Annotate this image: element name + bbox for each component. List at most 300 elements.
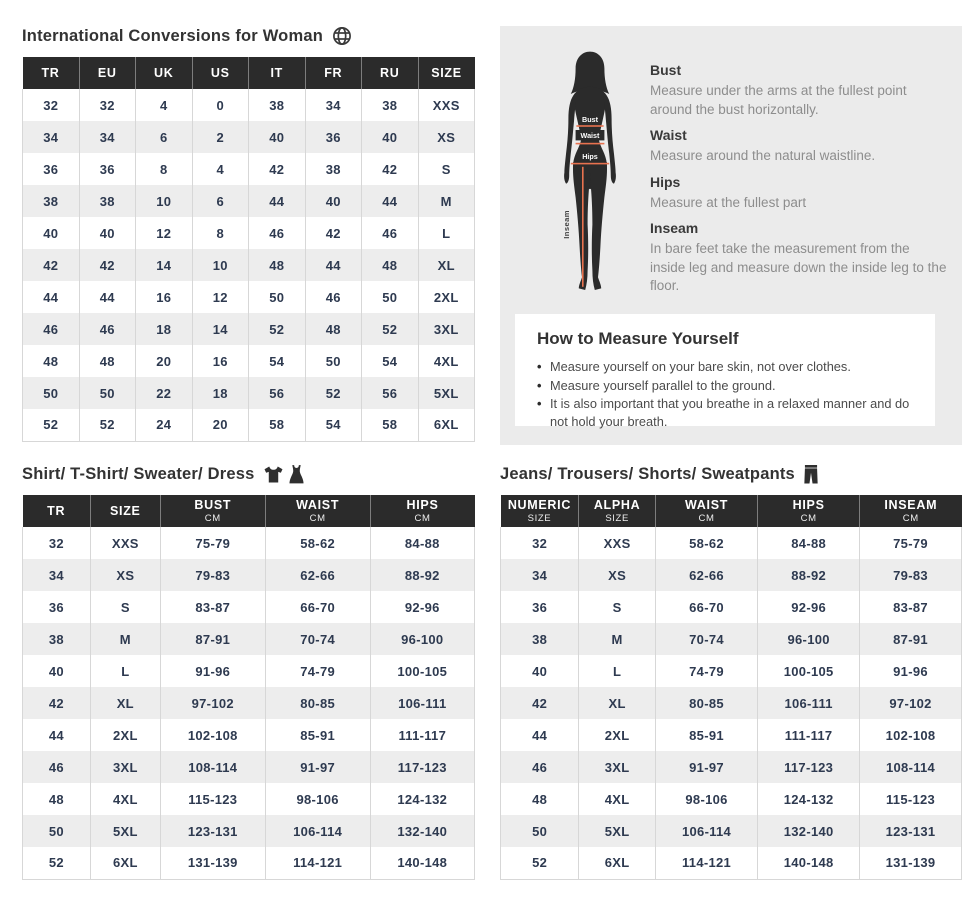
table-cell: 5XL bbox=[90, 815, 160, 847]
column-header: BUST CM bbox=[160, 495, 265, 527]
table-cell: 52 bbox=[23, 409, 80, 441]
definition-term: Bust bbox=[650, 62, 682, 78]
shirt-sizes-section bbox=[22, 464, 475, 880]
table-cell: 44 bbox=[79, 281, 136, 313]
table-cell: 52 bbox=[362, 313, 419, 345]
table-cell: 79-83 bbox=[160, 559, 265, 591]
table-row bbox=[23, 655, 475, 687]
table-cell: 52 bbox=[23, 847, 91, 879]
table-cell: XL bbox=[418, 249, 475, 281]
table-cell: 96-100 bbox=[758, 623, 860, 655]
definition-term: Inseam bbox=[650, 220, 699, 236]
table-cell: 131-139 bbox=[160, 847, 265, 879]
table-cell: 44 bbox=[362, 185, 419, 217]
table-cell: 96-100 bbox=[370, 623, 474, 655]
table-row bbox=[23, 623, 475, 655]
definition-text: Measure under the arms at the fullest point around the bust horizontally. bbox=[650, 83, 907, 117]
table-cell: 36 bbox=[79, 153, 136, 185]
how-to-measure-tip: • Measure yourself parallel to the ground. bbox=[537, 377, 913, 395]
international-conversions-table bbox=[22, 57, 475, 442]
dress-icon bbox=[289, 465, 304, 484]
tshirt-icon bbox=[264, 466, 283, 483]
table-cell: 48 bbox=[23, 783, 91, 815]
table-cell: 56 bbox=[362, 377, 419, 409]
column-header: HIPS CM bbox=[370, 495, 474, 527]
table-cell: 50 bbox=[501, 815, 579, 847]
international-conversions-section bbox=[22, 26, 475, 442]
table-cell: S bbox=[579, 591, 656, 623]
table-cell: 50 bbox=[79, 377, 136, 409]
how-to-measure-tip: • It is also important that you breathe in a relaxed manner and do not hold your breath. bbox=[537, 395, 913, 430]
table-cell: 32 bbox=[23, 527, 91, 559]
table-cell: 48 bbox=[305, 313, 362, 345]
table-row bbox=[501, 783, 962, 815]
table-cell: 48 bbox=[501, 783, 579, 815]
table-cell: 46 bbox=[23, 751, 91, 783]
table-cell: 124-132 bbox=[370, 783, 474, 815]
layout-grid bbox=[22, 26, 962, 880]
table-row bbox=[501, 687, 962, 719]
silhouette-left-leg bbox=[573, 162, 590, 290]
table-cell: 52 bbox=[501, 847, 579, 879]
table-cell: 48 bbox=[23, 345, 80, 377]
figure-inseam-label: Inseam bbox=[562, 210, 572, 239]
table-cell: 42 bbox=[249, 153, 306, 185]
figure-hips-label: Hips bbox=[582, 151, 598, 161]
table-cell: 36 bbox=[23, 591, 91, 623]
table-cell: 91-97 bbox=[265, 751, 370, 783]
table-cell: 40 bbox=[305, 185, 362, 217]
table-cell: 97-102 bbox=[160, 687, 265, 719]
table-cell: 20 bbox=[192, 409, 249, 441]
table-cell: 14 bbox=[136, 249, 193, 281]
globe-icon bbox=[332, 26, 352, 46]
table-cell: 124-132 bbox=[758, 783, 860, 815]
table-cell: 131-139 bbox=[860, 847, 962, 879]
table-cell: 44 bbox=[305, 249, 362, 281]
table-cell: 48 bbox=[249, 249, 306, 281]
table-cell: 100-105 bbox=[758, 655, 860, 687]
table-cell: 32 bbox=[79, 89, 136, 121]
table-cell: S bbox=[418, 153, 475, 185]
table-row bbox=[23, 281, 475, 313]
jeans-title-text: Jeans/ Trousers/ Shorts/ Sweatpants bbox=[500, 465, 795, 483]
table-cell: M bbox=[90, 623, 160, 655]
table-cell: 12 bbox=[136, 217, 193, 249]
table-row bbox=[23, 345, 475, 377]
table-cell: 84-88 bbox=[370, 527, 474, 559]
table-row bbox=[23, 121, 475, 153]
table-cell: XS bbox=[90, 559, 160, 591]
table-cell: 62-66 bbox=[655, 559, 757, 591]
silhouette-right-leg bbox=[590, 162, 607, 290]
table-cell: 54 bbox=[249, 345, 306, 377]
table-cell: 48 bbox=[362, 249, 419, 281]
table-cell: 38 bbox=[79, 185, 136, 217]
table-row bbox=[501, 655, 962, 687]
definition-bust bbox=[650, 62, 948, 119]
definition-waist bbox=[650, 127, 948, 166]
column-header: WAIST CM bbox=[265, 495, 370, 527]
table-cell: 108-114 bbox=[860, 751, 962, 783]
table-cell: 40 bbox=[23, 217, 80, 249]
table-cell: 2XL bbox=[418, 281, 475, 313]
pants-icon bbox=[804, 465, 818, 484]
measurement-definitions bbox=[650, 62, 948, 304]
header-row bbox=[501, 495, 962, 527]
definition-hips bbox=[650, 174, 948, 213]
table-cell: 2 bbox=[192, 121, 249, 153]
shirt-section-title bbox=[22, 464, 475, 484]
table-head bbox=[23, 57, 475, 89]
table-cell: 91-97 bbox=[655, 751, 757, 783]
table-cell: 4 bbox=[192, 153, 249, 185]
table-cell: 38 bbox=[362, 89, 419, 121]
table-cell: 34 bbox=[23, 121, 80, 153]
table-row bbox=[23, 89, 475, 121]
woman-silhouette-graphic bbox=[546, 50, 634, 298]
international-section-title bbox=[22, 26, 475, 46]
table-cell: 42 bbox=[23, 249, 80, 281]
header-row bbox=[23, 495, 475, 527]
table-row bbox=[501, 719, 962, 751]
table-cell: 123-131 bbox=[160, 815, 265, 847]
table-cell: 5XL bbox=[579, 815, 656, 847]
figure-waist-label: Waist bbox=[580, 131, 600, 140]
table-cell: 34 bbox=[79, 121, 136, 153]
table-cell: 42 bbox=[362, 153, 419, 185]
table-cell: 140-148 bbox=[370, 847, 474, 879]
table-cell: 50 bbox=[23, 815, 91, 847]
table-cell: 38 bbox=[249, 89, 306, 121]
table-cell: 66-70 bbox=[265, 591, 370, 623]
table-cell: 106-111 bbox=[758, 687, 860, 719]
table-cell: 38 bbox=[23, 185, 80, 217]
table-cell: 46 bbox=[23, 313, 80, 345]
how-to-measure-title: How to Measure Yourself bbox=[537, 329, 739, 348]
table-cell: 106-114 bbox=[265, 815, 370, 847]
table-cell: 24 bbox=[136, 409, 193, 441]
table-cell: XXS bbox=[90, 527, 160, 559]
table-cell: 54 bbox=[305, 409, 362, 441]
table-row bbox=[23, 751, 475, 783]
table-cell: 58 bbox=[362, 409, 419, 441]
table-row bbox=[23, 185, 475, 217]
jeans-sizes-section bbox=[500, 464, 962, 880]
jeans-section-title bbox=[500, 464, 962, 484]
table-cell: 50 bbox=[23, 377, 80, 409]
table-row bbox=[501, 815, 962, 847]
table-cell: 87-91 bbox=[860, 623, 962, 655]
table-row bbox=[23, 687, 475, 719]
column-header: SIZE bbox=[418, 57, 475, 89]
table-cell: 115-123 bbox=[160, 783, 265, 815]
table-cell: 22 bbox=[136, 377, 193, 409]
table-cell: 4XL bbox=[418, 345, 475, 377]
header-row bbox=[23, 57, 475, 89]
jeans-sizes-table bbox=[500, 495, 962, 880]
table-cell: 88-92 bbox=[370, 559, 474, 591]
table-cell: 40 bbox=[249, 121, 306, 153]
table-row bbox=[23, 815, 475, 847]
table-cell: 132-140 bbox=[370, 815, 474, 847]
table-row bbox=[501, 751, 962, 783]
table-cell: 123-131 bbox=[860, 815, 962, 847]
table-cell: 44 bbox=[501, 719, 579, 751]
table-cell: 44 bbox=[23, 281, 80, 313]
table-cell: 4 bbox=[136, 89, 193, 121]
table-cell: 98-106 bbox=[265, 783, 370, 815]
body-measurement-figure bbox=[546, 50, 634, 298]
table-cell: 46 bbox=[79, 313, 136, 345]
table-cell: 58-62 bbox=[265, 527, 370, 559]
table-cell: 42 bbox=[501, 687, 579, 719]
how-to-measure-tip: • Measure yourself on your bare skin, not over clothes. bbox=[537, 358, 913, 376]
bust-measure-line bbox=[576, 125, 603, 127]
table-row bbox=[23, 313, 475, 345]
table-cell: 88-92 bbox=[758, 559, 860, 591]
table-cell: 50 bbox=[305, 345, 362, 377]
definition-term: Waist bbox=[650, 127, 687, 143]
table-cell: 8 bbox=[192, 217, 249, 249]
table-cell: 36 bbox=[23, 153, 80, 185]
table-cell: 42 bbox=[305, 217, 362, 249]
table-cell: 97-102 bbox=[860, 687, 962, 719]
table-cell: 5XL bbox=[418, 377, 475, 409]
table-cell: 98-106 bbox=[655, 783, 757, 815]
table-cell: 18 bbox=[192, 377, 249, 409]
table-cell: 85-91 bbox=[655, 719, 757, 751]
table-cell: 40 bbox=[23, 655, 91, 687]
table-cell: 32 bbox=[501, 527, 579, 559]
table-cell: 106-111 bbox=[370, 687, 474, 719]
table-cell: 44 bbox=[249, 185, 306, 217]
table-cell: 40 bbox=[362, 121, 419, 153]
table-row bbox=[501, 847, 962, 879]
table-cell: S bbox=[90, 591, 160, 623]
table-cell: 117-123 bbox=[370, 751, 474, 783]
table-cell: L bbox=[418, 217, 475, 249]
table-cell: 46 bbox=[501, 751, 579, 783]
table-cell: 75-79 bbox=[860, 527, 962, 559]
table-cell: 56 bbox=[249, 377, 306, 409]
table-row bbox=[501, 527, 962, 559]
table-cell: 84-88 bbox=[758, 527, 860, 559]
table-cell: 92-96 bbox=[370, 591, 474, 623]
table-cell: 100-105 bbox=[370, 655, 474, 687]
table-cell: L bbox=[579, 655, 656, 687]
table-cell: 40 bbox=[501, 655, 579, 687]
table-cell: 16 bbox=[136, 281, 193, 313]
table-cell: 87-91 bbox=[160, 623, 265, 655]
table-cell: 54 bbox=[362, 345, 419, 377]
table-cell: 20 bbox=[136, 345, 193, 377]
table-row bbox=[23, 527, 475, 559]
table-row bbox=[23, 217, 475, 249]
table-cell: XS bbox=[418, 121, 475, 153]
table-cell: 117-123 bbox=[758, 751, 860, 783]
table-cell: 2XL bbox=[579, 719, 656, 751]
table-cell: 85-91 bbox=[265, 719, 370, 751]
table-row bbox=[23, 409, 475, 441]
inseam-measure-line bbox=[582, 167, 584, 287]
table-cell: M bbox=[579, 623, 656, 655]
table-head bbox=[501, 495, 962, 527]
table-cell: 92-96 bbox=[758, 591, 860, 623]
hips-measure-line bbox=[571, 163, 609, 165]
table-cell: 62-66 bbox=[265, 559, 370, 591]
table-row bbox=[23, 559, 475, 591]
table-head bbox=[23, 495, 475, 527]
table-cell: 46 bbox=[249, 217, 306, 249]
table-cell: 74-79 bbox=[265, 655, 370, 687]
table-cell: 106-114 bbox=[655, 815, 757, 847]
column-header: WAIST CM bbox=[655, 495, 757, 527]
table-cell: 79-83 bbox=[860, 559, 962, 591]
definition-text: In bare feet take the measurement from the inside leg and measure down the inside leg to the floor. bbox=[650, 241, 947, 293]
table-cell: 111-117 bbox=[758, 719, 860, 751]
column-header: TR bbox=[23, 57, 80, 89]
table-row bbox=[23, 591, 475, 623]
column-header: FR bbox=[305, 57, 362, 89]
table-cell: XL bbox=[90, 687, 160, 719]
table-cell: 102-108 bbox=[160, 719, 265, 751]
table-cell: 74-79 bbox=[655, 655, 757, 687]
measure-guide-panel bbox=[500, 26, 962, 445]
table-cell: 3XL bbox=[90, 751, 160, 783]
table-cell: 6XL bbox=[579, 847, 656, 879]
shirt-sizes-table bbox=[22, 495, 475, 880]
table-cell: 80-85 bbox=[265, 687, 370, 719]
shirt-title-icons bbox=[264, 465, 304, 484]
table-cell: 83-87 bbox=[160, 591, 265, 623]
table-row bbox=[23, 249, 475, 281]
table-cell: 70-74 bbox=[655, 623, 757, 655]
table-cell: 91-96 bbox=[160, 655, 265, 687]
column-header: SIZE bbox=[90, 495, 160, 527]
definition-text: Measure around the natural waistline. bbox=[650, 148, 876, 163]
table-cell: 102-108 bbox=[860, 719, 962, 751]
definition-text: Measure at the fullest part bbox=[650, 194, 807, 210]
table-cell: 108-114 bbox=[160, 751, 265, 783]
table-cell: 0 bbox=[192, 89, 249, 121]
table-cell: XS bbox=[579, 559, 656, 591]
table-cell: 6XL bbox=[418, 409, 475, 441]
column-header: RU bbox=[362, 57, 419, 89]
international-title-text: International Conversions for Woman bbox=[22, 27, 323, 45]
table-cell: 6 bbox=[192, 185, 249, 217]
column-header: US bbox=[192, 57, 249, 89]
table-cell: 34 bbox=[23, 559, 91, 591]
table-cell: 58 bbox=[249, 409, 306, 441]
table-cell: 115-123 bbox=[860, 783, 962, 815]
definition-inseam bbox=[650, 220, 948, 296]
table-row bbox=[23, 847, 475, 879]
table-cell: XXS bbox=[418, 89, 475, 121]
table-cell: 40 bbox=[79, 217, 136, 249]
table-cell: 111-117 bbox=[370, 719, 474, 751]
figure-bust-label: Bust bbox=[582, 115, 598, 124]
table-cell: 12 bbox=[192, 281, 249, 313]
how-to-measure-list bbox=[537, 358, 913, 430]
table-cell: 10 bbox=[192, 249, 249, 281]
table-cell: 38 bbox=[501, 623, 579, 655]
table-cell: 48 bbox=[79, 345, 136, 377]
table-cell: 4XL bbox=[579, 783, 656, 815]
column-header: HIPS CM bbox=[758, 495, 860, 527]
table-cell: XXS bbox=[579, 527, 656, 559]
table-cell: 36 bbox=[501, 591, 579, 623]
column-header: EU bbox=[79, 57, 136, 89]
table-cell: 132-140 bbox=[758, 815, 860, 847]
table-cell: 34 bbox=[305, 89, 362, 121]
table-row bbox=[501, 623, 962, 655]
table-cell: L bbox=[90, 655, 160, 687]
table-cell: 18 bbox=[136, 313, 193, 345]
table-cell: 4XL bbox=[90, 783, 160, 815]
table-cell: 16 bbox=[192, 345, 249, 377]
table-cell: 36 bbox=[305, 121, 362, 153]
table-cell: 3XL bbox=[579, 751, 656, 783]
table-cell: 3XL bbox=[418, 313, 475, 345]
table-cell: 10 bbox=[136, 185, 193, 217]
shirt-title-text: Shirt/ T-Shirt/ Sweater/ Dress bbox=[22, 465, 255, 483]
table-cell: 114-121 bbox=[655, 847, 757, 879]
table-body bbox=[501, 527, 962, 879]
table-cell: 46 bbox=[305, 281, 362, 313]
table-cell: 2XL bbox=[90, 719, 160, 751]
table-cell: XL bbox=[579, 687, 656, 719]
column-header: UK bbox=[136, 57, 193, 89]
column-header: ALPHA SIZE bbox=[579, 495, 656, 527]
table-cell: 75-79 bbox=[160, 527, 265, 559]
table-cell: 42 bbox=[79, 249, 136, 281]
table-cell: 46 bbox=[362, 217, 419, 249]
table-row bbox=[23, 377, 475, 409]
table-cell: 38 bbox=[23, 623, 91, 655]
column-header: TR bbox=[23, 495, 91, 527]
table-body bbox=[23, 527, 475, 879]
table-cell: M bbox=[418, 185, 475, 217]
column-header: NUMERIC SIZE bbox=[501, 495, 579, 527]
column-header: INSEAM CM bbox=[860, 495, 962, 527]
table-cell: 34 bbox=[501, 559, 579, 591]
definition-term: Hips bbox=[650, 173, 681, 190]
table-cell: 42 bbox=[23, 687, 91, 719]
table-cell: 52 bbox=[79, 409, 136, 441]
table-row bbox=[23, 783, 475, 815]
table-cell: 6 bbox=[136, 121, 193, 153]
table-cell: 83-87 bbox=[860, 591, 962, 623]
table-cell: 50 bbox=[362, 281, 419, 313]
table-cell: 38 bbox=[305, 153, 362, 185]
table-cell: 32 bbox=[23, 89, 80, 121]
table-cell: 140-148 bbox=[758, 847, 860, 879]
table-cell: 80-85 bbox=[655, 687, 757, 719]
table-row bbox=[23, 719, 475, 751]
table-row bbox=[501, 559, 962, 591]
table-cell: 44 bbox=[23, 719, 91, 751]
table-cell: 8 bbox=[136, 153, 193, 185]
table-cell: 70-74 bbox=[265, 623, 370, 655]
table-cell: 91-96 bbox=[860, 655, 962, 687]
table-cell: 114-121 bbox=[265, 847, 370, 879]
waist-measure-line bbox=[576, 143, 605, 145]
table-cell: 66-70 bbox=[655, 591, 757, 623]
table-cell: 52 bbox=[249, 313, 306, 345]
table-row bbox=[501, 591, 962, 623]
table-cell: 52 bbox=[305, 377, 362, 409]
